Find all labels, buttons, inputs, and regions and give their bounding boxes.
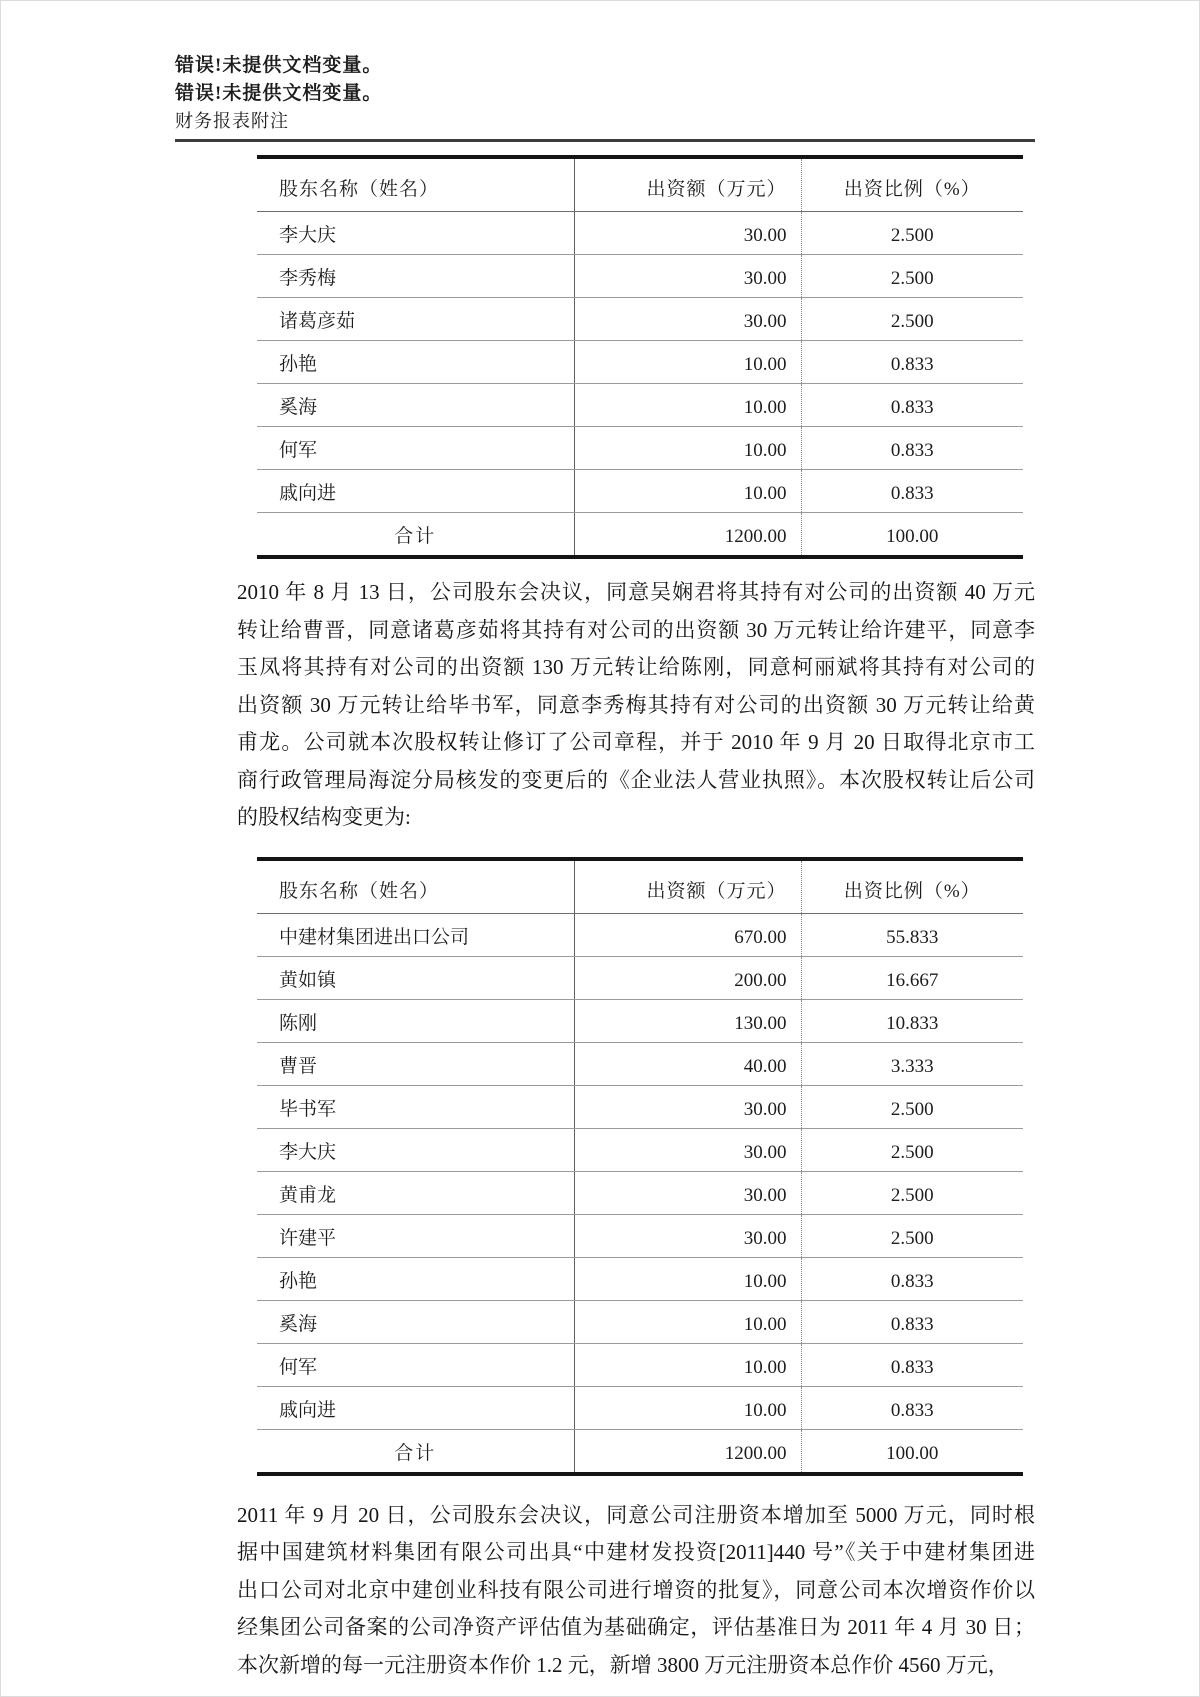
contribution-amount-cell: 30.00 (574, 255, 801, 298)
paragraph-line: 出资额 30 万元转让给毕书军，同意李秀梅其持有对公司的出资额 30 万元转让给黄 (237, 692, 1035, 717)
doc-variable-error-line-2: 错误!未提供文档变量。 (175, 83, 383, 104)
total-row (257, 1429, 1023, 1474)
paragraph-line: 经集团公司备案的公司净资产评估值为基础确定，评估基准日为 2011 年 4 月 30 日； (237, 1615, 1035, 1639)
shareholder-name-cell: 奚海 (257, 1300, 574, 1343)
table-row (257, 1343, 1023, 1386)
contribution-ratio-cell: 0.833 (801, 1386, 1023, 1429)
contribution-ratio-cell: 0.833 (801, 1300, 1023, 1343)
contribution-amount-cell: 30.00 (574, 1085, 801, 1128)
shareholder-table-after-transfer (257, 857, 1023, 1476)
table-row (257, 1300, 1023, 1343)
table-row (257, 1042, 1023, 1085)
table-row (257, 1257, 1023, 1300)
contribution-amount-cell: 10.00 (574, 1343, 801, 1386)
column-header-shareholder-name: 股东名称（姓名） (257, 859, 574, 914)
paragraph-line: 甫龙。公司就本次股权转让修订了公司章程，并于 2010 年 9 月 20 日取得北京市工 (237, 730, 1035, 754)
table-header-row (257, 859, 1023, 914)
paragraph-line: 转让给曹晋，同意诸葛彦茹将其持有对公司的出资额 30 万元转让给许建平，同意李 (237, 617, 1035, 642)
table-row (257, 341, 1023, 384)
contribution-amount-cell: 200.00 (574, 956, 801, 999)
shareholder-name-cell: 陈刚 (257, 999, 574, 1042)
shareholder-table-before-transfer (257, 155, 1023, 559)
contribution-amount-cell: 30.00 (574, 298, 801, 341)
shareholder-name-cell: 何军 (257, 1343, 574, 1386)
table-row (257, 956, 1023, 999)
contribution-ratio-cell: 2.500 (801, 1128, 1023, 1171)
contribution-amount-cell: 30.00 (574, 212, 801, 255)
total-label-cell: 合计 (257, 513, 574, 558)
column-header-contribution-amount: 出资额（万元） (574, 859, 801, 914)
page-title: 财务报表附注 (175, 111, 289, 131)
contribution-amount-cell: 10.00 (574, 341, 801, 384)
shareholder-name-cell: 毕书军 (257, 1085, 574, 1128)
contribution-amount-cell: 10.00 (574, 1257, 801, 1300)
table-body (257, 212, 1023, 513)
table-body (257, 913, 1023, 1429)
contribution-ratio-cell: 0.833 (801, 1257, 1023, 1300)
table-row (257, 1386, 1023, 1429)
paragraph-line: 出口公司对北京中建创业科技有限公司进行增资的批复》，同意公司本次增资作价以 (237, 1577, 1035, 1602)
total-amount-cell: 1200.00 (574, 1429, 801, 1474)
shareholder-name-cell: 诸葛彦茹 (257, 298, 574, 341)
total-amount-cell: 1200.00 (574, 513, 801, 558)
shareholder-name-cell: 黄甫龙 (257, 1171, 574, 1214)
contribution-amount-cell: 10.00 (574, 470, 801, 513)
table-row (257, 1214, 1023, 1257)
table-row (257, 212, 1023, 255)
contribution-ratio-cell: 0.833 (801, 470, 1023, 513)
table-row (257, 255, 1023, 298)
contribution-amount-cell: 10.00 (574, 1300, 801, 1343)
contribution-amount-cell: 40.00 (574, 1042, 801, 1085)
shareholder-name-cell: 孙艳 (257, 341, 574, 384)
header-rule (175, 139, 1035, 142)
contribution-amount-cell: 30.00 (574, 1214, 801, 1257)
contribution-ratio-cell: 0.833 (801, 384, 1023, 427)
column-header-contribution-ratio: 出资比例（%） (801, 157, 1023, 212)
table-row (257, 1128, 1023, 1171)
table-row (257, 913, 1023, 956)
contribution-ratio-cell: 0.833 (801, 1343, 1023, 1386)
contribution-ratio-cell: 0.833 (801, 427, 1023, 470)
contribution-ratio-cell: 3.333 (801, 1042, 1023, 1085)
shareholder-name-cell: 李大庆 (257, 212, 574, 255)
contribution-amount-cell: 10.00 (574, 1386, 801, 1429)
contribution-ratio-cell: 2.500 (801, 298, 1023, 341)
table-row (257, 999, 1023, 1042)
total-label-cell: 合计 (257, 1429, 574, 1474)
paragraph-line: 2010 年 8 月 13 日，公司股东会决议，同意吴娴君将其持有对公司的出资额 40 万元 (237, 580, 1035, 604)
total-ratio-cell: 100.00 (886, 526, 939, 547)
table-header (257, 157, 1023, 212)
paragraph-capital-increase-2011 (237, 1497, 1035, 1685)
paragraph-line: 的股权结构变更为: (237, 805, 411, 829)
table-footer (257, 1429, 1023, 1474)
contribution-amount-cell: 10.00 (574, 427, 801, 470)
shareholder-name-cell: 曹晋 (257, 1042, 574, 1085)
shareholder-name-cell: 李大庆 (257, 1128, 574, 1171)
table-footer (257, 513, 1023, 558)
shareholder-name-cell: 何军 (257, 427, 574, 470)
total-row (257, 513, 1023, 558)
table-row (257, 384, 1023, 427)
contribution-ratio-cell: 2.500 (801, 1214, 1023, 1257)
table-header-row (257, 157, 1023, 212)
document-header (175, 52, 1035, 135)
contribution-amount-cell: 10.00 (574, 384, 801, 427)
column-header-shareholder-name: 股东名称（姓名） (257, 157, 574, 212)
contribution-ratio-cell: 2.500 (801, 255, 1023, 298)
contribution-ratio-cell: 2.500 (801, 1171, 1023, 1214)
contribution-ratio-cell: 16.667 (801, 956, 1023, 999)
shareholder-name-cell: 奚海 (257, 384, 574, 427)
contribution-ratio-cell: 2.500 (801, 212, 1023, 255)
contribution-ratio-cell: 10.833 (801, 999, 1023, 1042)
shareholder-name-cell: 中建材集团进出口公司 (257, 913, 574, 956)
contribution-ratio-cell: 0.833 (801, 341, 1023, 384)
contribution-amount-cell: 670.00 (574, 913, 801, 956)
paragraph-line: 玉凤将其持有对公司的出资额 130 万元转让给陈刚，同意柯丽斌将其持有对公司的 (237, 655, 1035, 679)
paragraph-line: 据中国建筑材料集团有限公司出具“中建材发投资[2011]440 号”《关于中建材集团进 (237, 1540, 1035, 1564)
doc-variable-error-line-1: 错误!未提供文档变量。 (175, 55, 383, 76)
shareholder-name-cell: 孙艳 (257, 1257, 574, 1300)
paragraph-line: 2011 年 9 月 20 日，公司股东会决议，同意公司注册资本增加至 5000 万元，同时根 (237, 1502, 1035, 1527)
table-row (257, 1085, 1023, 1128)
paragraph-line: 商行政管理局海淀分局核发的变更后的《企业法人营业执照》。本次股权转让后公司 (237, 767, 1035, 792)
contribution-amount-cell: 30.00 (574, 1128, 801, 1171)
table-row (257, 298, 1023, 341)
contribution-amount-cell: 30.00 (574, 1171, 801, 1214)
shareholder-name-cell: 李秀梅 (257, 255, 574, 298)
shareholder-name-cell: 许建平 (257, 1214, 574, 1257)
total-ratio-cell: 100.00 (886, 1442, 939, 1464)
paragraph-share-transfer-2010 (237, 574, 1035, 837)
contribution-ratio-cell: 55.833 (801, 913, 1023, 956)
column-header-contribution-amount: 出资额（万元） (574, 157, 801, 212)
column-header-contribution-ratio: 出资比例（%） (801, 859, 1023, 914)
table-row (257, 1171, 1023, 1214)
shareholder-name-cell: 黄如镇 (257, 956, 574, 999)
contribution-ratio-cell: 2.500 (801, 1085, 1023, 1128)
paragraph-line: 本次新增的每一元注册资本作价 1.2 元，新增 3800 万元注册资本总作价 4560 万元， (237, 1652, 1009, 1677)
table-header (257, 859, 1023, 914)
table-row (257, 470, 1023, 513)
shareholder-name-cell: 戚向进 (257, 1386, 574, 1429)
shareholder-name-cell: 戚向进 (257, 470, 574, 513)
table-row (257, 427, 1023, 470)
contribution-amount-cell: 130.00 (574, 999, 801, 1042)
